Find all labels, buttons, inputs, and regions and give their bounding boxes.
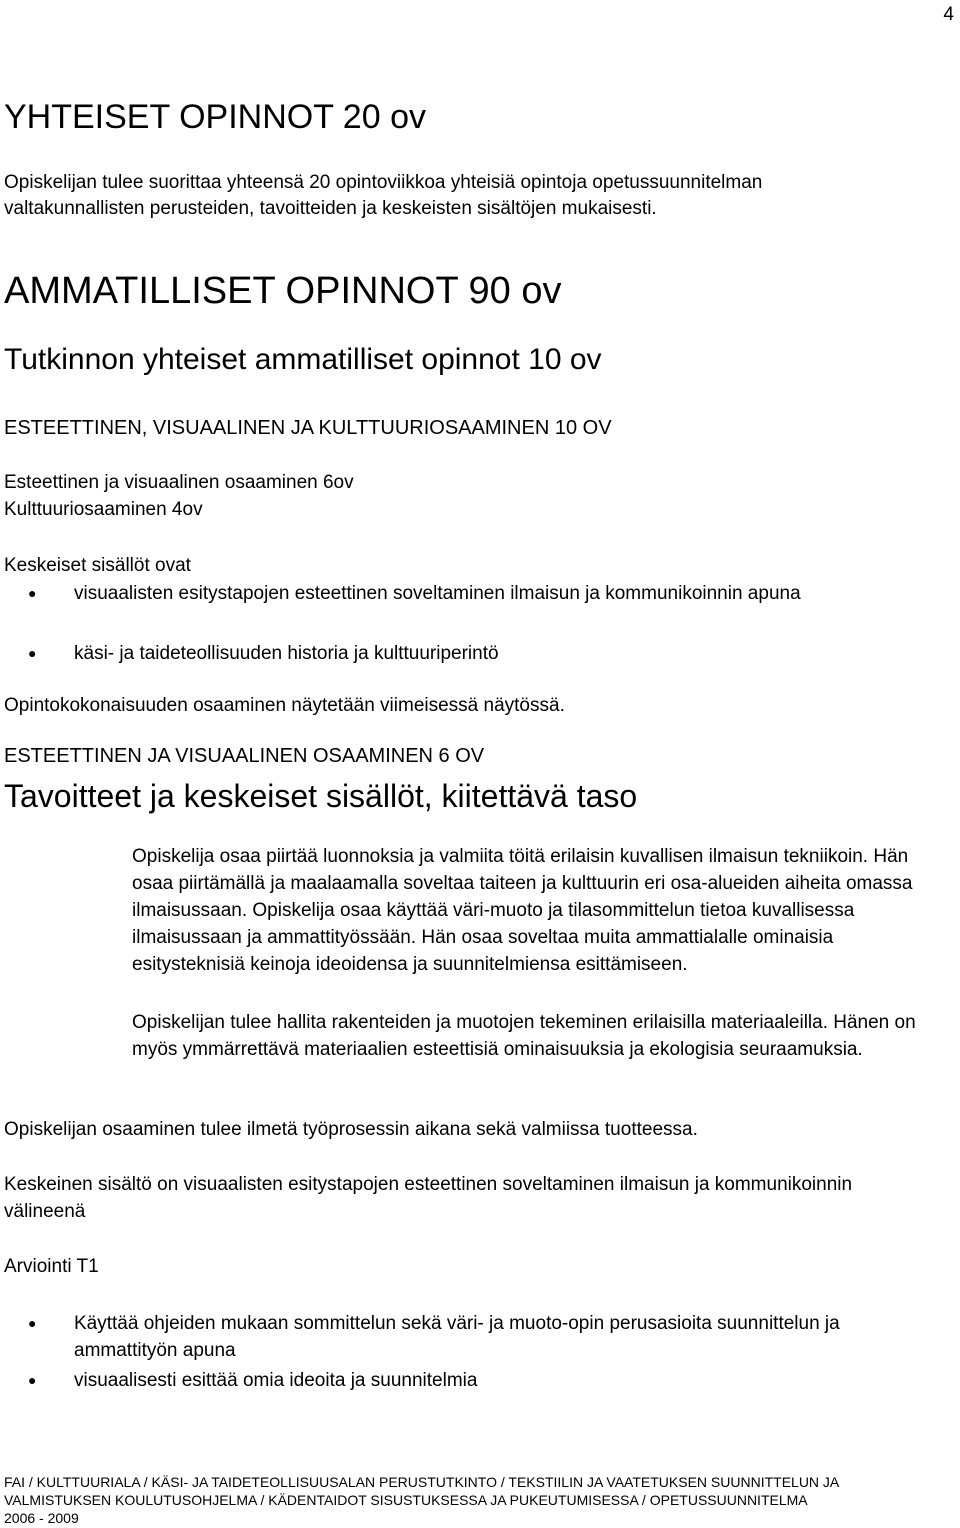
- module-line-2: Kulttuuriosaaminen 4ov: [4, 499, 203, 520]
- bullet-icon: ●: [28, 645, 37, 661]
- bullet-icon: ●: [28, 1372, 37, 1388]
- contents-bullet-1: visuaalisten esitystapojen esteettinen soveltaminen ilmaisun ja kommunikoinnin apuna: [74, 583, 801, 604]
- goals-subheading: Tavoitteet ja keskeiset sisällöt, kiitettävä taso: [4, 778, 638, 814]
- section-subtitle: Tutkinnon yhteiset ammatilliset opinnot 10 ov: [4, 343, 602, 376]
- footer-line-1: FAI / KULTTUURIALA / KÄSI- JA TAIDETEOLLISUUSALAN PERUSTUTKINTO / TEKSTIILIN JA VAATETUKSEN SUUNNITTELUN JA: [4, 1474, 840, 1490]
- module-line-1: Esteettinen ja visuaalinen osaaminen 6ov: [4, 472, 354, 493]
- process-text: Opiskelijan osaaminen tulee ilmetä työprosessin aikana sekä valmiissa tuotteessa.: [4, 1119, 698, 1140]
- goals-paragraph-2: Opiskelijan tulee hallita rakenteiden ja muotojen tekeminen erilaisilla materiaaleilla. Hänen on myös ymmärrettävä materiaalien esteettisiä ominaisuuksia ja ekologisia seuraamuksia.: [132, 1012, 916, 1060]
- assessment-bullet-1: Käyttää ohjeiden mukaan sommittelun sekä väri- ja muoto-opin perusasioita suunnittelun ja ammattityön apuna: [74, 1313, 840, 1361]
- competence-heading: ESTEETTINEN JA VISUAALINEN OSAAMINEN 6 OV: [4, 745, 485, 767]
- intro-line-1: Opiskelijan tulee suorittaa yhteensä 20 opintoviikkoa yhteisiä opintoja opetussuunnitelman: [4, 172, 763, 193]
- module-heading: ESTEETTINEN, VISUAALINEN JA KULTTUURIOSAAMINEN 10 OV: [4, 417, 612, 439]
- intro-line-2: valtakunnallisten perusteiden, tavoitteiden ja keskeisten sisältöjen mukaisesti.: [4, 198, 657, 219]
- bullet-icon: ●: [28, 585, 37, 601]
- assessment-heading: Arviointi T1: [4, 1256, 99, 1277]
- contents-bullet-2: käsi- ja taideteollisuuden historia ja kulttuuriperintö: [74, 643, 499, 664]
- demonstration-text: Opintokokonaisuuden osaaminen näytetään viimeisessä näytössä.: [4, 695, 565, 716]
- goals-paragraph: Opiskelija osaa piirtää luonnoksia ja valmiita töitä erilaisin kuvallisen ilmaisun tekniikoin. Hän osaa piirtämällä ja maalaamalla soveltaa taiteen ja kulttuurin eri osa-alueiden aiheita omassa ilmaisussaan. Opiskelija osaa käyttää väri-muoto ja tilasommittelun tietoa kuvallisessa ilmaisussaan ja ammattityössään. Hän osaa soveltaa muita ammattialalle ominaisia esitysteknisiä keinoja ideoidensa ja suunnitelmiensa esittämiseen.: [132, 846, 913, 975]
- footer-line-2: VALMISTUKSEN KOULUTUSOHJELMA / KÄDENTAIDOT SISUSTUKSESSA JA PUKEUTUMISESSA / OPETUSSUUNNITELMA: [4, 1492, 808, 1508]
- section-title-vocational-studies: AMMATILLISET OPINNOT 90 ov: [4, 270, 562, 312]
- section-title-common-studies: YHTEISET OPINNOT 20 ov: [4, 98, 426, 136]
- page-number: 4: [943, 4, 954, 25]
- core-content-text: Keskeinen sisältö on visuaalisten esitystapojen esteettinen soveltaminen ilmaisun ja kommunikoinnin välineenä: [4, 1174, 853, 1222]
- assessment-bullet-2: visuaalisesti esittää omia ideoita ja suunnitelmia: [74, 1370, 478, 1391]
- contents-heading: Keskeiset sisällöt ovat: [4, 555, 191, 576]
- footer-line-3: 2006 - 2009: [4, 1510, 79, 1526]
- bullet-icon: ●: [28, 1315, 37, 1331]
